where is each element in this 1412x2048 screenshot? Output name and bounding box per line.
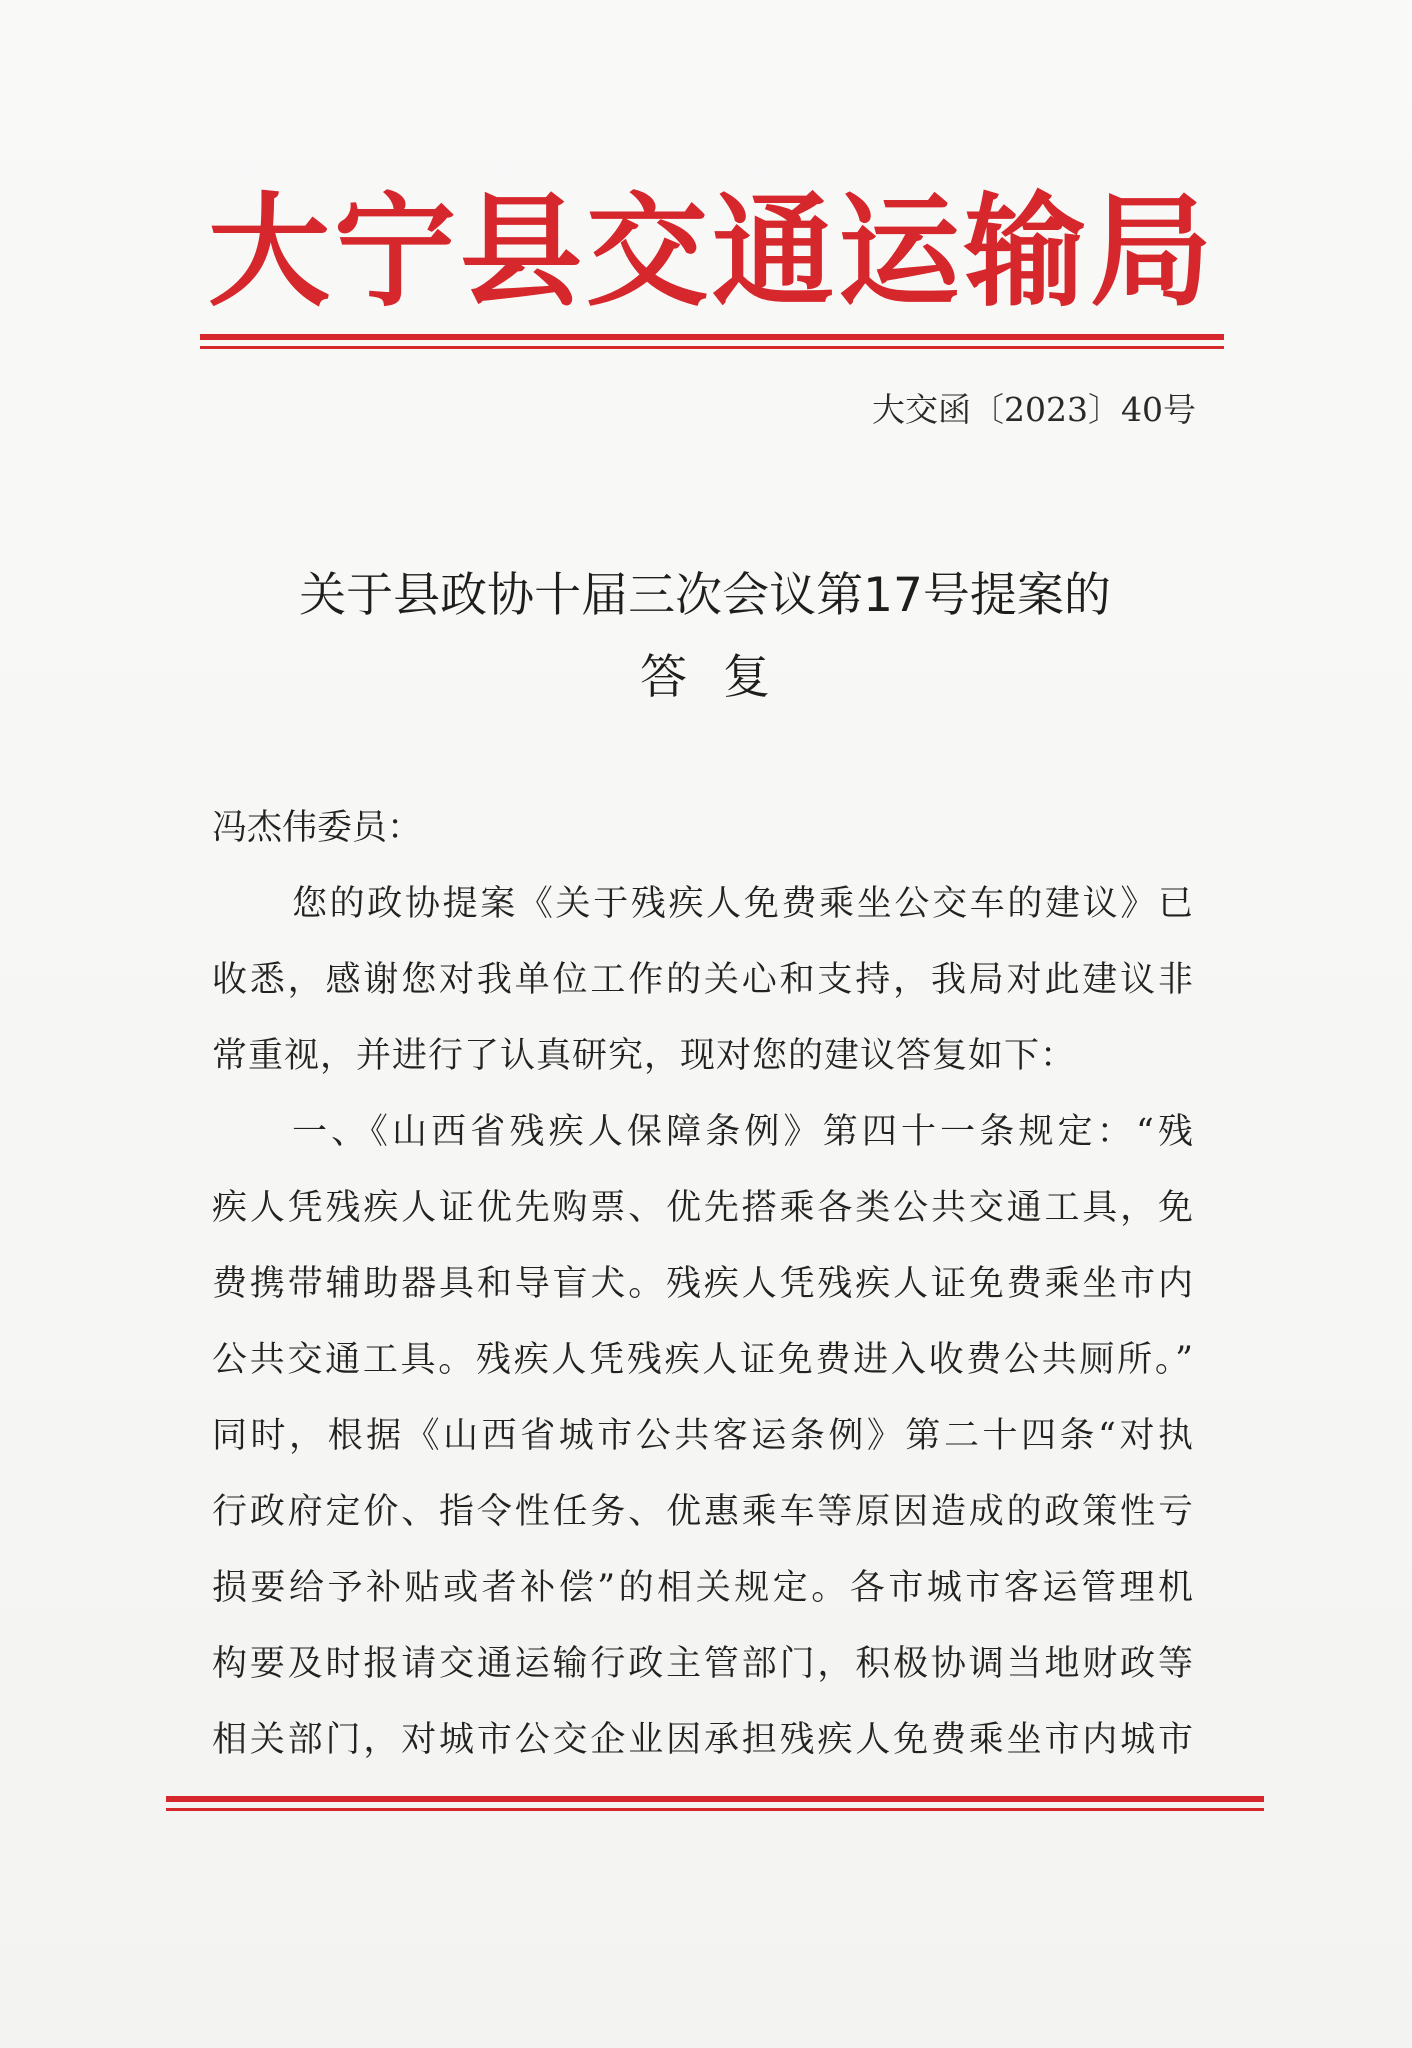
footer-rule-thin (166, 1808, 1264, 1811)
subject-title-line2: 答复 (640, 650, 806, 705)
body-line: 行政府定价、指令性任务、优惠乘车等原因造成的政策性亏 (212, 1492, 1194, 1532)
subject-title-line1: 关于县政协十届三次会议第17号提案的 (299, 568, 1111, 623)
salutation: 冯杰伟委员： (212, 808, 423, 848)
body-line: 公共交通工具。残疾人凭残疾人证免费进入收费公共厕所。” (212, 1340, 1194, 1380)
header-rule-thin (200, 346, 1224, 349)
footer-rule-thick (166, 1796, 1264, 1802)
header-rule-thick (200, 334, 1224, 340)
body-line: 您的政协提案《关于残疾人免费乘坐公交车的建议》已 (292, 884, 1194, 924)
body-line: 相关部门，对城市公交企业因承担残疾人免费乘坐市内城市 (212, 1720, 1194, 1760)
body-line: 疾人凭残疾人证优先购票、优先搭乘各类公共交通工具，免 (212, 1188, 1194, 1228)
document-number: 大交函〔2023〕40号 (872, 390, 1196, 429)
body-line: 常重视，并进行了认真研究，现对您的建议答复如下： (212, 1036, 1077, 1076)
body-line: 费携带辅助器具和导盲犬。残疾人凭残疾人证免费乘坐市内 (212, 1264, 1194, 1304)
body-line: 构要及时报请交通运输行政主管部门，积极协调当地财政等 (212, 1644, 1194, 1684)
body-line: 损要给予补贴或者补偿”的相关规定。各市城市客运管理机 (212, 1568, 1194, 1608)
organization-header: 大宁县交通运输局 (208, 181, 1216, 323)
body-line: 一、《山西省残疾人保障条例》第四十一条规定：“残 (292, 1112, 1194, 1152)
body-line: 同时，根据《山西省城市公共客运条例》第二十四条“对执 (212, 1416, 1194, 1456)
body-line: 收悉，感谢您对我单位工作的关心和支持，我局对此建议非 (212, 960, 1194, 1000)
